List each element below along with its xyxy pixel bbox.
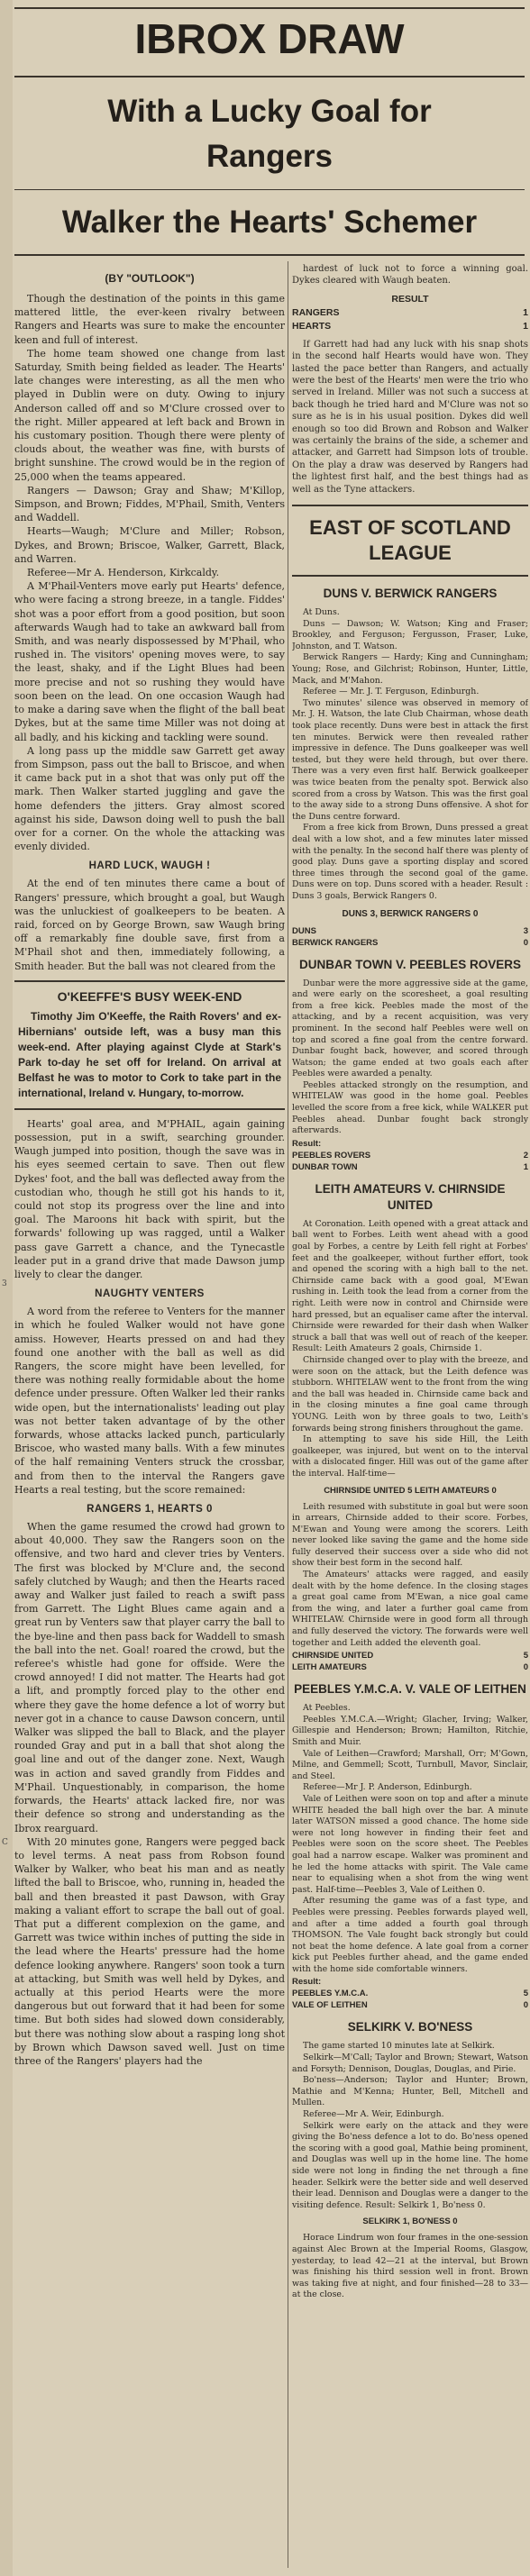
paragraph: Rangers — Dawson; Gray and Shaw; M'Killop, Simpson, and Brown; Fiddes, M'Phail, Smith, Venters and Waddell. <box>14 484 285 524</box>
result-label: RESULT <box>391 293 429 305</box>
team-score: 1 <box>523 320 528 332</box>
result-label: Result: <box>292 1138 322 1149</box>
subhead-naughty-venters: NAUGHTY VENTERS <box>95 1288 205 1300</box>
score-row: LEITH AMATEURS 0 <box>292 1662 528 1673</box>
match-title: PEEBLES Y.M.C.A. V. VALE OF LEITHEN <box>294 1682 526 1697</box>
paragraph: A M'Phail-Venters move early put Hearts' defence, who were facing a strong breeze, in a tangle. Fiddes' shot was a poor effort from a good position, but soon afterwards Waugh had to take an awkward ball from Smith, and was nearly dispossessed by M'Phail, who rushed in. The visitors' opening moves were, to say the least, shaky, and if the Light Blues had been more precise and not so rushing they would have soon been on the lead. On one occasion Waugh had to make a daring save when the flight of the ball beat Dykes, but at the same time Miller was not doing at all badly, and his kicking and tackling were sound. <box>14 580 285 743</box>
paragraph: Timothy Jim O'Keeffe, the Raith Rovers' and ex-Hibernians' outside left, was a busy man this week-end. After playing against Clyde at Stark's Park to-day he set off for Ireland. On arrival at Belfast he was to motor to Cork to take part in the international, Ireland v. Hungary, to-morrow. <box>18 1009 281 1099</box>
right-column <box>292 263 528 2570</box>
team-score: 1 <box>523 306 528 318</box>
paragraph: After resuming the game was of a fast type, and Peebles were pressing. Peebles forwards played well, and after a time added a fourth goal through THOMSON. The Vale fought back strongly but could not beat the home defence. A late goal from a corner kick put Peebles further ahead, and the game ended with the home side comfortable winners. <box>292 1896 528 1974</box>
paragraph: Duns — Dawson; W. Watson; King and Fraser; Brookley, and Ferguson; Fergusson, Fraser, Luke, Johnston, and T. Watson. <box>292 618 528 651</box>
paragraph: Chirnside changed over to play with the breeze, and were soon on the attack, but the Leith defence was stubborn. WHITELAW went to the front from the wing and the ball was headed in. Chirnside came back and in the closing minutes a fine goal came through YOUNG. Leith won by three goals to two, Leith's forwards being strong finishers throughout the game. <box>292 1354 528 1434</box>
sub-headline-2: Rangers <box>206 139 334 174</box>
headline-rule <box>14 189 525 190</box>
paragraph: At Peebles. <box>303 1703 351 1714</box>
match-title: SELKIRK V. BO'NESS <box>347 2020 473 2034</box>
paragraph: Berwick Rangers — Hardy; King and Cunningham; Young; Rose, and Gilchrist; Robinson, Hunter, Little, Mack, and M'Mahon. <box>292 652 528 686</box>
byline: (BY "OUTLOOK") <box>105 272 195 285</box>
league-header <box>292 505 528 577</box>
sub-headline-1: With a Lucky Goal for <box>107 94 432 129</box>
paragraph: Referee — Mr. J. T. Ferguson, Edinburgh. <box>303 687 480 697</box>
match-result-head: DUNS 3, BERWICK RANGERS 0 <box>342 908 479 919</box>
paragraph: A word from the referee to Venters for the manner in which he fouled Walker would not have gone amiss. However, Hearts pressed on and had they found one another with the ball as well as did Rangers, the score might have been levelled, for there was nothing really formidable about the home defence under pressure. Often Walker led their ranks wide open, but the internationalists' leading out play was not better taken advantage of by the other forwards, whose attacks lacked punch, particularly Briscoe, who wasted many balls. With a few minutes of the half remaining Venters struck the crossbar, and from then to the interval the Rangers gave Hearts a real testing, but the score remained: <box>14 1306 285 1496</box>
paragraph: When the game resumed the crowd had grown to about 40,000. They saw the Rangers soon on the offensive, and two hard and clever tries by Venters. The first was blocked by M'Clure and, the second safely clutched by Waugh; and then the Hearts raced away and Walker just failed to reach a swift pass from Garrett. The Light Blues came again and a great run by Venters saw that player carry the ball to the bye-line and then pass back for Waddell to smash the ball into the net. Goal! roared the crowd, but the referee's whistle had gone for offside. Were the crowd annoyed! I did not matter. The Hearts had got a lift, and promptly forced play to the other end where they gave the home defence a lot of worry but never got in a chance to cause Dawson concern, until Walker was slipped the ball to Black, and the player rounded Gray and put in a ball that shot along the goal line and out of the danger zone. Next, Waugh was in action and saved grandly from Fiddes and M'Phail. Unquestionably, in comparison, the home forwards, the Hearts' attack lacked fire, nor was their defence so strong and understanding as the Ibrox rearguard. <box>14 1521 285 1834</box>
score-row: PEEBLES Y.M.C.A. 5 <box>292 1989 528 1999</box>
paragraph: Leith resumed with substitute in goal but were soon in arrears, Chirnside added to their score. Forbes, M'Ewan and Young were among the scorers. Leith never looked like saving the game and the home side fully deserved their success over a side who did not show their best form in the second half. <box>292 1501 528 1569</box>
paragraph: Peebles Y.M.C.A.—Wright; Glacher, Irving; Walker, Gillespie and Henderson; Brown; Hamilton, Ritchie, Smith and Muir. <box>292 1714 528 1747</box>
result-row <box>292 320 528 333</box>
paragraph: A long pass up the middle saw Garrett get away from Simpson, pass out the ball to Briscoe, and when it came back put in a shot that was only put off the mark. Then Walker started juggling and gave the home defenders the jitters. Gray almost scored against his side, Dawson doing well to push the ball over for a corner. On the whole the attacking was evenly divided. <box>14 744 285 853</box>
league-title: EAST OF SCOTLAND <box>309 516 511 540</box>
headline-rule <box>14 76 525 77</box>
team-name: RANGERS <box>292 306 340 318</box>
box-body <box>18 1009 281 1101</box>
paragraph: Referee—Mr A. Weir, Edinburgh. <box>303 2109 444 2120</box>
paragraph: From a free kick from Brown, Duns pressed a great deal with a low shot, and a few minutes later missed with the penalty. In the second half there was plenty of good play. Duns gave a sporting display and scored three times through the second goal of the game. Duns were on top. Duns scored with a header. Result : Duns 3 goals, Berwick Rangers 0. <box>292 823 528 901</box>
result-label: Result: <box>292 1977 322 1988</box>
article-body <box>14 292 285 853</box>
paragraph: Bo'ness—Anderson; Taylor and Hunter; Brown, Mathie and M'Kenna; Hunter, Bell, Mitchell and Mullen. <box>292 2075 528 2108</box>
article-body <box>14 877 285 972</box>
edge-mark: 3 <box>2 1279 7 1288</box>
paragraph: Selkirk—M'Call; Taylor and Brown; Stewart, Watson and Forsyth; Dennison, Douglas, Douglas, and Pirie. <box>292 2053 528 2074</box>
paragraph: Selkirk were early on the attack and they were giving the Bo'ness defence a lot to do. Bo'ness opened the scoring with a good goal, Mathie being prominent, and Douglas was well up in the home line. The home side were not long in finding the net through a fine header. Selkirk were the better side and well deserved their lead. Dennison and Douglas were a danger to the visiting defence. Result: Selkirk 1, Bo'ness 0. <box>292 2120 528 2210</box>
match-title: LEITH AMATEURS V. CHIRNSIDE UNITED <box>315 1181 506 1212</box>
match-report <box>292 1703 528 1975</box>
paragraph: In attempting to save his side Hill, the Leith goalkeeper, was injured, but went on to the interval with a dislocated finger. Hill was out of the game after the interval. Half-time— <box>292 1434 528 1479</box>
paragraph: The game started 10 minutes late at Selkirk. <box>303 2041 495 2052</box>
subhead-halftime-score: RANGERS 1, HEARTS 0 <box>87 1504 213 1516</box>
match-report <box>292 1219 528 1480</box>
match-report <box>292 2041 528 2211</box>
left-column <box>14 267 285 2570</box>
paragraph: Peebles attacked strongly on the resumption, and WHITELAW was good in the home goal. Peebles levelled the score from a free kick, while WALKER put Peebles ahead. Dunbar fought back strongly afterwards. <box>292 1079 528 1136</box>
paragraph: At Duns. <box>303 607 340 618</box>
article-body <box>292 339 528 496</box>
paragraph: At Coronation. Leith opened with a great attack and ball went to Forbes. Leith went ahead with a good goal by Forbes, a centre by Leith fell right at Forbes' feet and the goalkeeper, without further effort, took and opened the scoring with a high ball to the net. Chirnside came back with a good goal, M'Ewan rushing in. Leith took the lead from a corner from the right. Leith were now in control and Chirnside were hard pressed, but an equaliser came after the interval. Chirnside were rewarded for their dash when Walker struck a ball that was well out of reach of the keeper. Result: Leith Amateurs 2 goals, Chirnside 1. <box>292 1218 528 1354</box>
paragraph: Vale of Leithen—Crawford; Marshall, Orr; M'Gown, Milne, and Gemmell; Scott, Turnbull, Mavor, Sinclair, and Steel. <box>292 1748 528 1781</box>
score-row: BERWICK RANGERS 0 <box>292 937 528 948</box>
paragraph: Vale of Leithen were soon on top and after a minute WHITE headed the ball high over the bar. A minute later WATSON missed a good chance. The home side were not long however in finding their feet and Peebles were soon on the score sheet. The Peebles goal had a narrow escape. Walker was prominent and he led the home attacks with spirit. The Vale came near to equalising when a shot from the wing went past. Half-time—Peebles 3, Vale of Leithen 0. <box>292 1793 528 1895</box>
article-body <box>14 1520 285 2068</box>
league-title: LEAGUE <box>369 542 452 565</box>
score-row: VALE OF LEITHEN 0 <box>292 2000 528 2011</box>
paragraph: Dunbar were the more aggressive side at the game, and were early on the scoresheet, a goal resulting from a free kick. Peebles made the most of the attacking, and by a recent acquisition, was very prominent. In the second half Peebles were well on top and scored a fine goal from the centre forward. Dunbar fought back, however, and scored through Watson; the game ended at two goals each after Peebles were awarded a penalty. <box>292 978 528 1079</box>
paragraph: Though the destination of the points in this game mattered little, the ever-keen rivalry between Rangers and Hearts was sure to make the encounter keen and full of interest. <box>14 293 285 346</box>
score-row: DUNS 3 <box>292 925 528 936</box>
article-body <box>292 263 528 287</box>
article-body <box>14 1305 285 1497</box>
edge-mark: C <box>2 1838 8 1847</box>
top-rule <box>14 7 525 9</box>
match-title: DUNS V. BERWICK RANGERS <box>323 587 498 601</box>
match-result-head: SELKIRK 1, BO'NESS 0 <box>362 2216 458 2227</box>
paragraph: Horace Lindrum won four frames in the one-session against Alec Brown at the Imperial Rooms, Glasgow, yesterday, to lead 42—21 at the interval, but Brown was finishing his third session well in front. Brown was taking five at night, and four finished—28 to 33—at the close. <box>292 2233 528 2300</box>
score-row: CHIRNSIDE UNITED 5 <box>292 1651 528 1661</box>
paragraph: Hearts' goal area, and M'PHAIL, again gaining possession, put in a swift, searching grounder. Waugh jumped into position, though the save was in his eyes seemed certain to save. Then out flew Dykes' foot, and the ball was deflected away from the custodian who, though he still got his hands to it, could not stop its progress over the line and into goal. The Maroons hit back with spirit, but the forwards' following up was ragged, until a Walker pass gave Garrett a chance, and the Tynecastle leader put in a grand drive that made Dawson jump lively to clear the danger. <box>14 1117 285 1280</box>
match-title: DUNBAR TOWN V. PEEBLES ROVERS <box>298 957 522 971</box>
paragraph: Referee—Mr A. Henderson, Kirkcaldy. <box>27 567 220 579</box>
match-report <box>292 1502 528 1650</box>
match-result-head: CHIRNSIDE UNITED 5 LEITH AMATEURS 0 <box>324 1485 497 1496</box>
article-body <box>14 1117 285 1281</box>
sub-headline-3: Walker the Hearts' Schemer <box>61 205 478 240</box>
final-result <box>292 293 528 333</box>
score-row: DUNBAR TOWN 1 <box>292 1161 528 1172</box>
paragraph: The Amateurs' attacks were ragged, and easily dealt with by the home defence. In the closing stages a great goal came from M'Ewan, a nice goal came from the wing, and later a further goal came from WHITELAW. Chirnside were in good form all through and fully deserved the victory. The forwards were well together and Leith added the eleventh goal. <box>292 1570 528 1648</box>
paragraph: The home team showed one change from last Saturday, Smith being fielded as leader. The Hearts' late changes were interesting, as all the men who played in Dublin were on duty. Owing to injury Anderson called off and so M'Clure crossed over to the right. Miller appeared at left back and Brown in his customary position. Though there were plenty of clouds about, the weather was fine, with bursts of bright sunshine. The crowd would be in the region of 25,000 when the teams appeared. <box>14 347 285 483</box>
paragraph: Hearts—Waugh; M'Clure and Miller; Robson, Dykes, and Brown; Briscoe, Walker, Garrett, Black, and Warren. <box>14 525 285 565</box>
main-headline: IBROX DRAW <box>134 15 405 62</box>
paragraph: At the end of ten minutes there came a bout of Rangers' pressure, which brought a goal, but Waugh was the unluckiest of goalkeepers to be beaten. A raid, forced on by George Brown, saw Waugh bring off a remarkably fine double save, first from a M'Phail shot and then, immediately following, a Smith header. But the ball was not cleared from the <box>14 878 285 972</box>
subhead-hard-luck: HARD LUCK, WAUGH ! <box>88 860 211 872</box>
headline-rule <box>14 254 525 256</box>
match-report <box>292 607 528 902</box>
team-name: HEARTS <box>292 320 332 332</box>
match-report <box>292 979 528 1137</box>
paragraph: With 20 minutes gone, Rangers were pegged back to level terms. A neat pass from Robson found Walker by Walker, who beat his man and as neatly lifted the ball to Briscoe, who, running in, headed the ball and then breasted it past Dawson, with Gray making a valiant effort to scrape the ball out of goal. That put a different complexion on the game, and Garrett was twice within inches of putting the side in the lead where the Hearts' pressure had the home defence looking anywhere. Rangers' soon took a turn at attacking, but Smith was well held by Dykes, and actually at this period Hearts were the more dangerous but out forward that it had been for some time. But both sides had slowed down considerably, but there was nothing slow about a rasping long shot by Brown which Dawson saved well. Just on time three of the Rangers' players had the <box>14 1835 285 2067</box>
match-report <box>292 2233 528 2301</box>
paragraph: Referee—Mr J. P. Anderson, Edinburgh. <box>303 1782 472 1793</box>
result-row <box>292 306 528 320</box>
paragraph: hardest of luck not to force a winning goal. Dykes cleared with Waugh beaten. <box>292 264 528 287</box>
paragraph: If Garrett had had any luck with his snap shots in the second half Hearts would have won. They lasted the pace better than Rangers, and actually were the best of the Hearts' men were the trio who served in Ireland. Miller was not such a success at back though he tried hard and M'Clure was not so sure as he is in his usual position. Dykes did well enough so too did Brown and Robson and Walker was certainly the brains of the side, a schemer and attacker, and Garrett had Simpson lots of trouble. On the play a draw was deserved by Rangers had the lightest first half, and the best things had as well as the Tyne attackers. <box>292 339 528 495</box>
score-row: PEEBLES ROVERS 2 <box>292 1150 528 1161</box>
paragraph: Two minutes' silence was observed in memory of Mr. J. H. Watson, the late Club Chairman, whose death took place recently. Duns were best in attack the first ten minutes. Berwick were then revealed rather impressive in defence. The Duns goalkeeper was well tested, but they were held through, but over there. There was a very even first half. Berwick goalkeeper was twice beaten from the penalty spot. Berwick also scored from a cross by Watson. This was the first goal to the away side to a strong Duns offensive. A shot for the Duns centre forward. <box>292 697 528 822</box>
box-title: O'KEEFFE'S BUSY WEEK-END <box>57 988 242 1004</box>
okeeffe-box <box>14 980 285 1110</box>
